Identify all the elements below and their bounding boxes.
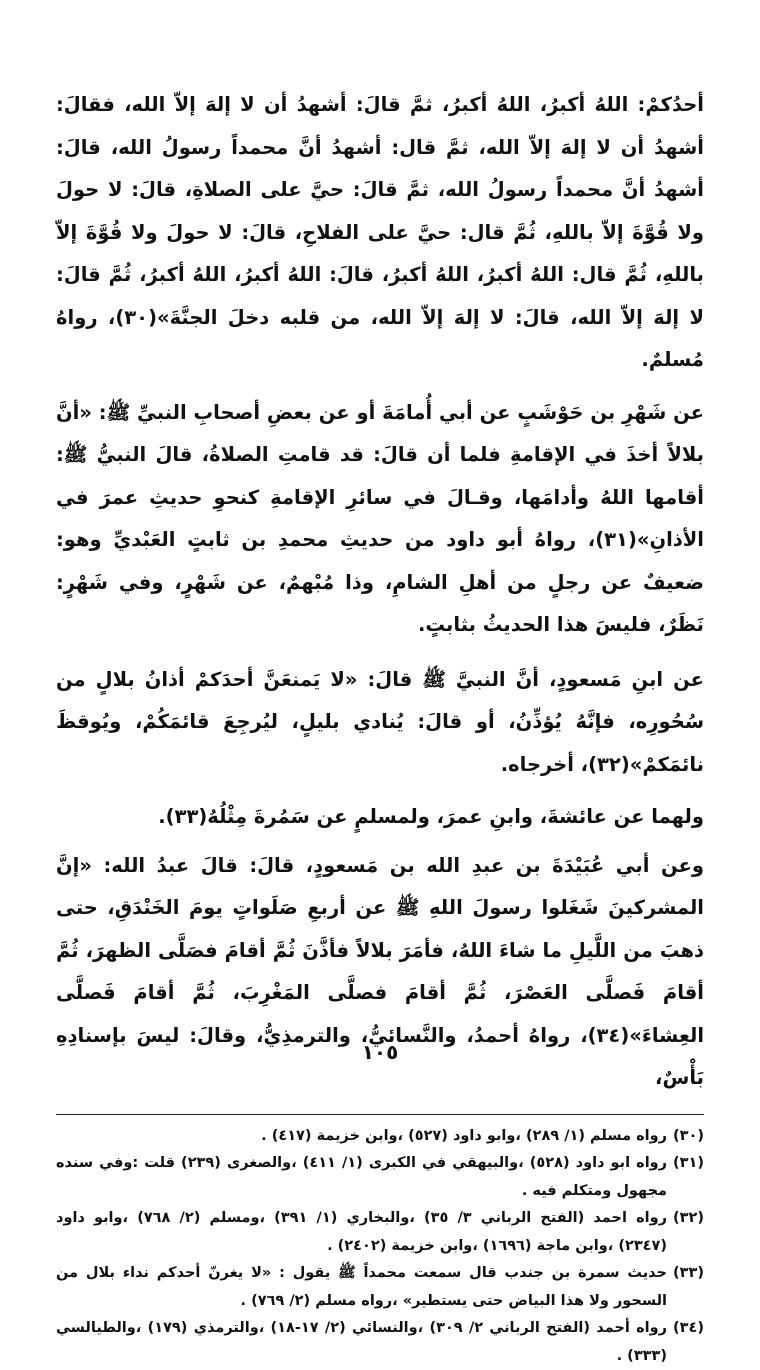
- footnote-number: (٣٤): [673, 1315, 704, 1343]
- page-number: ١٠٥: [0, 1040, 760, 1064]
- footnote-separator: [56, 1114, 704, 1115]
- footnote-text: رواه احمد (الفتح الرباني ٣/ ٣٥) ،والبخاري (١/ ٣٩١) ،ومسلم (٢/ ٧٦٨) ،وابو داود (٢٣٤٧) ،وابن ماجة (١٦٩٦) ،وابن خزيمة (٢٤٠٢) .: [56, 1205, 667, 1260]
- footnotes: [56, 1123, 704, 1370]
- footnote-text: رواه مسلم (١/ ٢٨٩) ،وابو داود (٥٢٧) ،وابن خزيمة (٤١٧) .: [56, 1123, 667, 1151]
- footnote-number: (٣٠): [673, 1123, 704, 1151]
- footnote-text: رواه أحمد (الفتح الرباني ٢/ ٣٠٩) ،والنسائي (٢/ ١٧-١٨) ،والترمذي (١٧٩) ،والطيالسي (٣٣٣) .: [56, 1315, 667, 1370]
- paragraph-iqama-hadith: عن شَهْرِ بن حَوْشَبٍ عن أبي أُمامَةَ أو عن بعضِ أصحابِ النبيِّ ﷺ: «أنَّ بلالاً أخذَ في الإقامةِ فلما أن قالَ: قد قامتِ الصلاةُ، قالَ النبيُّ ﷺ: أقامها اللهُ وأدامَها، وقـالَ في سائرِ الإقامةِ كنحوِ حديثِ عمرَ في الأذانِ»(٣١)، رواهُ أبو داود من حديثِ محمدِ بن ثابتٍ العَبْديِّ وهو: ضعيفٌ عن رجلٍ من أهلِ الشامِ، وذا مُبْهمٌ، عن شَهْرٍ، وفي شَهْرٍ: نَظَرٌ، فليسَ هذا الحديثُ بثابتٍ.: [56, 392, 704, 647]
- main-text: [56, 84, 704, 1100]
- footnote: [56, 1260, 704, 1315]
- footnote-text: حديث سمرة بن جندب قال سمعت محمداً ﷺ يقول : «لا يغرنّ أحدكم نداء بلال من السحور ولا هذا البياض حتى يستطير» ،رواه مسلم (٢/ ٧٦٩) .: [56, 1260, 667, 1315]
- footnote-number: (٣٣): [673, 1260, 704, 1288]
- footnote-number: (٣١): [673, 1150, 704, 1178]
- footnote-number: (٣٢): [673, 1205, 704, 1233]
- footnote: [56, 1150, 704, 1205]
- paragraph-adhan-hadith: أحدُكمْ: اللهُ أكبرُ، اللهُ أكبرُ، ثمَّ قالَ: أشهدُ أن لا إلهَ إلاّ الله، فقالَ: أشهدُ أن لا إلهَ إلاّ الله، ثمَّ قال: أشهدُ أنَّ محمداً رسولُ الله، قالَ: أشهدُ أنَّ محمداً رسولُ الله، ثمَّ قالَ: حيَّ على الصلاةِ، قالَ: لا حولَ ولا قُوَّةَ إلاّ باللهِ، ثُمَّ قال: حيَّ على الفلاحِ، قالَ: لا حولَ ولا قُوَّةَ إلاّ باللهِ، ثُمَّ قال: اللهُ أكبرُ، اللهُ أكبرُ، قالَ: اللهُ أكبرُ، اللهُ أكبرُ، ثُمَّ قالَ: لا إلهَ إلاّ الله، قالَ: لا إلهَ إلاّ الله، من قلبه دخلَ الجنَّةَ»(٣٠)، رواهُ مُسلمٌ.: [56, 84, 704, 382]
- paragraph-aisha-ibn-umar: ولهما عن عائشةَ، وابنِ عمرَ، ولمسلمٍ عن سَمُرةَ مِثْلُهُ(٣٣).: [56, 796, 704, 839]
- footnote: [56, 1315, 704, 1370]
- paragraph-ibn-masud-hadith: عن ابنِ مَسعودٍ، أنَّ النبيَّ ﷺ قالَ: «لا يَمنعَنَّ أحدَكمْ أذانُ بلالٍ من سُحُورِه، فإنَّهُ يُؤذِّنُ، أو قالَ: يُنادي بليلٍ، ليُرجِعَ قائمَكُمْ، ويُوقظَ نائمَكمْ»(٣٢)، أخرجاه.: [56, 659, 704, 787]
- footnote: [56, 1123, 704, 1151]
- footnote: [56, 1205, 704, 1260]
- footnote-text: رواه ابو داود (٥٢٨) ،والبيهقي في الكبرى (١/ ٤١١) ،والصغرى (٢٣٩) قلت :وفي سنده مجهول ومتكلم فيه .: [56, 1150, 667, 1205]
- paragraph-abu-ubayda-hadith: وعن أبي عُبَيْدَةَ بن عبدِ الله بن مَسعودٍ، قالَ: قالَ عبدُ الله: «إنَّ المشركينَ شَغَلوا رسولَ اللهِ ﷺ عن أربعِ صَلَواتٍ يومَ الخَنْدَقِ، حتى ذهبَ من اللَّيلِ ما شاءَ اللهُ، فأمَرَ بلالاً فأذَّنَ ثُمَّ أقامَ فصَلَّى الظهرَ، ثُمَّ أقامَ فَصلَّى العَصْرَ، ثُمَّ أقامَ فصلَّى المَغْرِبَ، ثُمَّ أقامَ فَصلَّى العِشاءَ»(٣٤)، رواهُ أحمدُ، والنَّسائيُّ، والترمذِيُّ، وقالَ: ليسَ بإسنادِهِ بَأْسٌ،: [56, 845, 704, 1100]
